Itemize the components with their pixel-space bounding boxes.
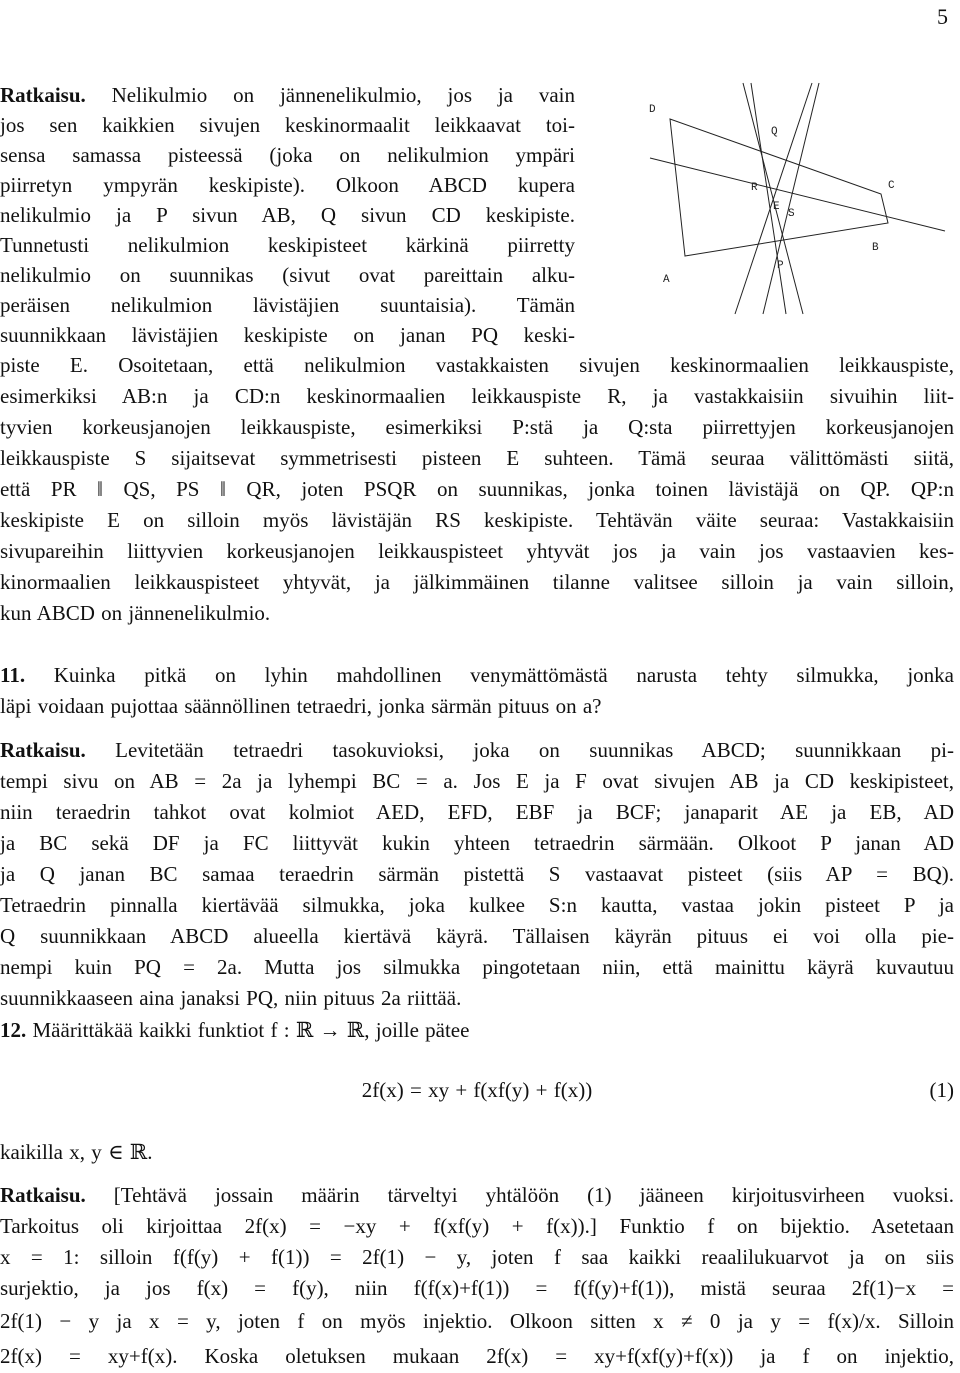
text-line: suunnikkaan lävistäjien keskipiste on janan PQ keski-: [0, 323, 575, 347]
quadrilateral-abcd: [670, 119, 888, 256]
text-line: esimerkiksi AB:n ja CD:n keskinormaalien leikkauspiste R, ja vastakkaisiin sivuihin liit-: [0, 384, 954, 408]
text-line: niin teraedrin tahkot ovat kolmiot AED, EFD, EBF ja BCF; janaparit AE ja EB, AD: [0, 800, 954, 824]
text-line: nelikulmio ja P sivun AB, Q sivun CD keskipiste.: [0, 203, 575, 227]
problem-12-statement: [0, 1015, 954, 1045]
heading-rest: Levitetään tetraedri tasokuvioksi, joka on suunnikas ABCD; suunnikkaan pi-: [85, 738, 954, 762]
text-line: peräisen nelikulmion lävistäjien suuntaisia). Tämän: [0, 293, 575, 317]
text-line: että PR ‖ QS, PS ‖ QR, joten PSQR on suunnikas, jonka toinen lävistäjä on QP. QP:n: [0, 477, 954, 501]
text-line: kun ABCD on jännenelikulmio.: [0, 601, 271, 625]
text-line: kaikilla x, y ∈ ℝ.: [0, 1140, 153, 1164]
label-s: S: [788, 208, 795, 220]
text-line: Tetraedrin pinnalla kiertävää silmukka, joka kulkee S:n kautta, vastaa jokin pisteet P ja: [0, 893, 954, 917]
text-line: 2f(x) = xy+f(x). Koska oletuksen mukaan 2f(x) = xy+f(xf(y)+f(x)) ja f on injektio,: [0, 1344, 954, 1368]
text-line: leikkauspiste S sijaitsevat symmetrisesti pisteen E suhteen. Tämä seuraa välittömästi siitä,: [0, 446, 954, 470]
text-line: läpi voidaan pujottaa säännöllinen tetraedri, jonka särmän pituus on a?: [0, 694, 602, 718]
text-line: ja Q janan BC samaa teraedrin särmän pistettä S vastaavat pisteet (siis AP = BQ).: [0, 862, 954, 886]
label-b: B: [872, 242, 879, 254]
heading-label: Ratkaisu.: [0, 738, 86, 762]
quadrilateral-figure: [645, 78, 957, 320]
label-q: Q: [771, 126, 778, 138]
solution-11-start: [0, 735, 954, 765]
label-d: D: [649, 104, 656, 116]
page-number: 5: [937, 4, 948, 29]
text-line: kinormaalien leikkauspisteet yhtyvät, ja jälkimmäinen tilanne valitsee silloin ja vain silloin,: [0, 570, 954, 594]
line-through-e: [650, 158, 945, 231]
label-e: E: [773, 201, 780, 213]
text-line: Tunnetusti nelikulmion keskipisteet kärkinä piirretty: [0, 233, 575, 257]
text-line: surjektio, ja jos f(x) = f(y), niin f(f(x)+f(1)) = f(f(y)+f(1)), mistä seuraa 2f(1)−x =: [0, 1276, 954, 1300]
text-line: keskipiste E on silloin myös lävistäjän RS keskipiste. Tehtävän väite seuraa: Vastakkaisiin: [0, 508, 954, 532]
text-line: piirretyn ympyrän keskipiste). Olkoon ABCD kupera: [0, 173, 575, 197]
text-line: Q suunnikkaan ABCD alueella kiertävä käyrä. Tällaisen käyrän pituus ei voi olla pie-: [0, 924, 954, 948]
heading-label: 11.: [0, 663, 26, 687]
altitude-from-p: [763, 83, 819, 314]
solution-12-start: [0, 1180, 954, 1210]
text-line: tempi sivu on AB = 2a ja lyhempi BC = a. Jos E ja F ovat sivujen AB ja CD keskipisteet,: [0, 769, 954, 793]
text-line: nelikulmio on suunnikas (sivut ovat pareittain alku-: [0, 263, 575, 287]
text-line: 2f(1) − y ja x = y, joten f on myös injektio. Olkoon sitten x ≠ 0 ja y = f(x)/x. Silloin: [0, 1309, 954, 1333]
heading-label: Ratkaisu.: [0, 83, 86, 107]
text-line: piste E. Osoitetaan, että nelikulmion vastakkaisten sivujen keskinormaalien leikkauspiste,: [0, 353, 954, 377]
heading-rest: Määrittäkää kaikki funktiot f : ℝ → ℝ, joille pätee: [26, 1018, 470, 1042]
equation-1: 2f(x) = xy + f(xf(y) + f(x)): [361, 1078, 593, 1102]
heading-label: 12.: [0, 1018, 27, 1042]
text-line: sivupareihin liittyvien korkeusjanojen leikkauspisteet yhtyvät jos ja vain jos vastaavien kes-: [0, 539, 954, 563]
text-line: tyvien korkeusjanojen leikkauspiste, esimerkiksi P:stä ja Q:sta piirrettyjen korkeusjanojen: [0, 415, 954, 439]
text-line: nempi kuin PQ = 2a. Mutta jos silmukka pingotetaan niin, että mainittu käyrä kuvautuu: [0, 955, 954, 979]
text-line: Tarkoitus oli kirjoittaa 2f(x) = −xy + f(xf(y) + f(x)).] Funktio f on bijektio. Asetetaan: [0, 1214, 954, 1238]
heading-rest: [Tehtävä jossain määrin tärveltyi yhtälöön (1) jääneen kirjoitusvirheen vuoksi.: [85, 1183, 954, 1207]
text-line: sensa samassa pisteessä (joka on nelikulmion ympäri: [0, 143, 575, 167]
label-p: P: [777, 260, 784, 272]
text-line: x = 1: silloin f(f(y) + f(1)) = 2f(1) − y, joten f saa kaikki reaalilukuarvot ja on siis: [0, 1245, 954, 1269]
text-line: [0, 80, 575, 110]
heading-rest: Kuinka pitkä on lyhin mahdollinen venymättömästä narusta tehty silmukka, jonka: [25, 663, 954, 687]
text-line: jos sen kaikkien sivujen keskinormaalit leikkaavat toi-: [0, 113, 575, 137]
label-c: C: [888, 180, 895, 192]
label-a: A: [663, 274, 670, 286]
heading-label: Ratkaisu.: [0, 1183, 86, 1207]
text-line: ja BC sekä DF ja FC liittyvät kukin yhteen tetraedrin särmään. Olkoot P janan AD: [0, 831, 954, 855]
text-line: suunnikkaaseen aina janaksi PQ, niin pituus 2a riittää.: [0, 986, 462, 1010]
label-r: R: [751, 182, 758, 194]
ratkaisu-label: [0, 83, 575, 107]
heading-rest: Nelikulmio on jännenelikulmio, jos ja vain: [85, 83, 575, 107]
problem-11-statement: [0, 660, 954, 690]
bisector-cd: [735, 83, 812, 314]
altitude-from-q: [751, 83, 786, 314]
equation-number: (1): [929, 1078, 954, 1102]
